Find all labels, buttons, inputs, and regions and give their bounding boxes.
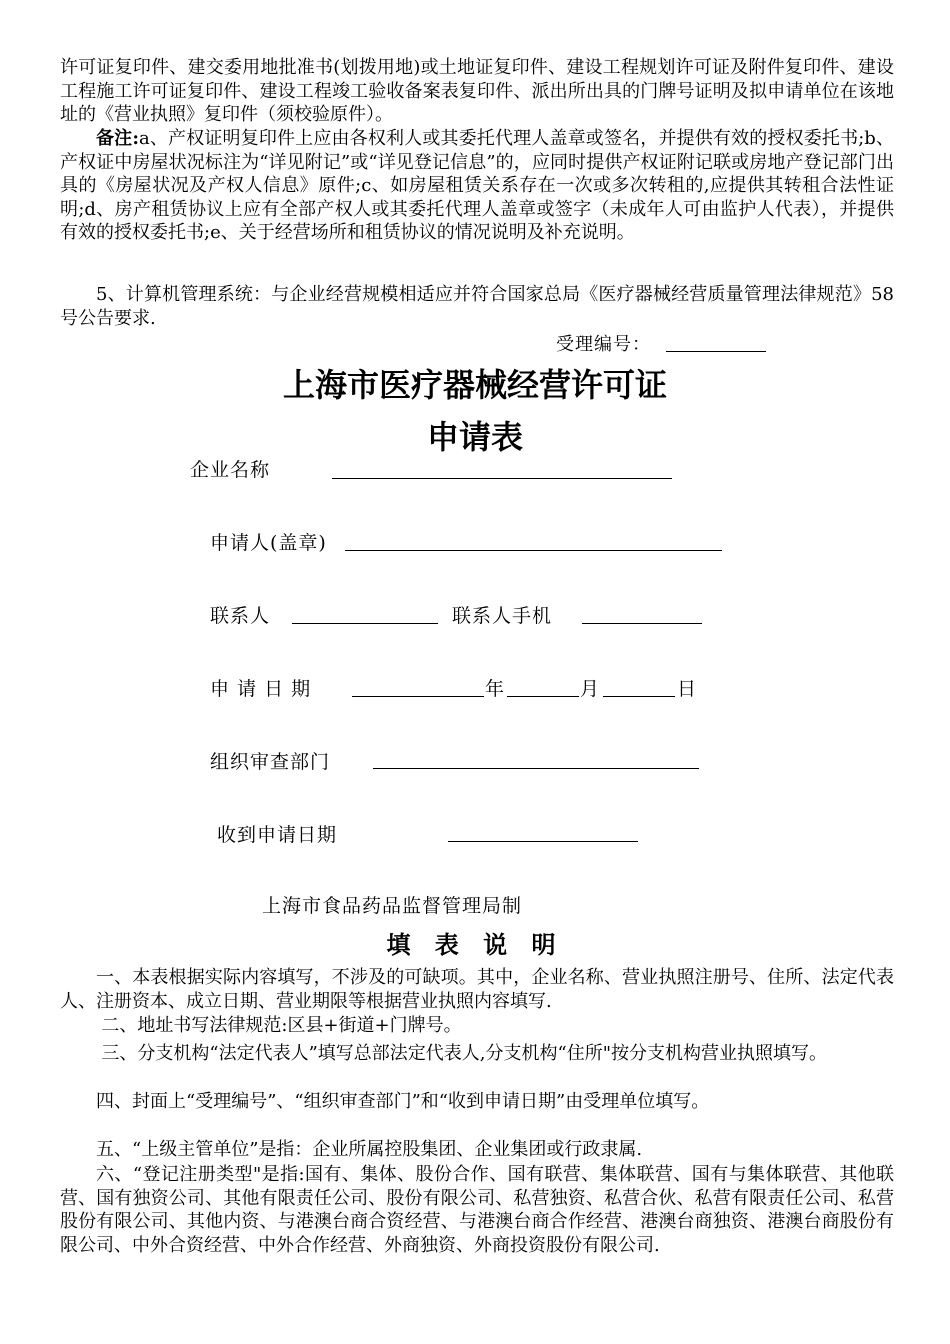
receive-date-field[interactable] — [448, 841, 638, 842]
company-name-field[interactable] — [332, 478, 672, 479]
page-title: 上海市医疗器械经营许可证 — [282, 366, 667, 404]
instruction-item: 一、本表根据实际内容填写，不涉及的可缺项。其中，企业名称、营业执照注册号、住所、法定代表人、注册资本、成立日期、营业期限等根据营业执照内容填写. — [60, 967, 894, 1012]
day-label: 日 — [677, 678, 698, 700]
issuer: 上海市食品药品监督管理局制 — [262, 895, 523, 917]
computer-system-paragraph: 5、计算机管理系统：与企业经营规模相适应并符合国家总局《医疗器械经营质量管理法律规范》58号公告要求. — [60, 284, 894, 329]
note-label: 备注: — [96, 128, 139, 149]
instruction-item: 六、“登记注册类型"是指:国有、集体、股份合作、国有联营、集体联营、国有与集体联营、其他联营、国有独资公司、其他有限责任公司、股份有限公司、私营独资、私营合伙、私营有限责任公司、私营股份有限公司、其他内资、与港澳台商合资经营、与港澳台商合作经营、港澳台商独资、港澳台商股份有限公司、中外合资经营、中外合作经营、外商独资、外商投资股份有限公司. — [60, 1164, 894, 1256]
review-dept-field[interactable] — [373, 768, 699, 769]
apply-date-label: 申 请 日 期 — [210, 678, 312, 700]
requirements-paragraph: 许可证复印件、建交委用地批准书(划拨用地)或土地证复印件、建设工程规划许可证及附件复印件、建设工程施工许可证复印件、建设工程竣工验收备案表复印件、派出所出具的门牌号证明及拟申请单位在该地址的《营业执照》复印件（须校验原件）。 — [60, 57, 894, 125]
acceptance-number-line[interactable] — [666, 351, 766, 352]
instruction-item: 五、“上级主管单位”是指：企业所属控股集团、企业集团或行政隶属. — [96, 1139, 643, 1160]
company-name-label: 企业名称 — [190, 459, 271, 481]
instruction-item: 二、地址书写法律规范:区县+街道+门牌号。 — [101, 1015, 462, 1036]
contact-label: 联系人 — [210, 605, 271, 627]
page-subtitle: 申请表 — [426, 418, 523, 456]
note-text: a、产权证明复印件上应由各权利人或其委托代理人盖章或签名，并提供有效的授权委托书;b、产权证中房屋状况标注为“详见附记”或“详见登记信息”的，应同时提供产权证附记联或房地产登记部门出具的《房屋状况及产权人信息》原件;c、如房屋租赁关系存在一次或多次转租的,应提供其转租合法性证明;d、房产租赁协议上应有全部产权人或其委托代理人盖章或签字（未成年人可由监护人代表），并提供有效的授权委托书;e、关于经营场所和租赁协议的情况说明及补充说明。 — [60, 128, 894, 243]
instruction-item: 三、分支机构“法定代表人”填写总部法定代表人,分支机构“住所"按分支机构营业执照填写。 — [101, 1043, 827, 1064]
instructions-title: 填 表 说 明 — [386, 930, 564, 959]
applicant-label: 申请人(盖章) — [210, 532, 327, 554]
year-label: 年 — [485, 678, 506, 700]
contact-field[interactable] — [292, 623, 438, 624]
receive-date-label: 收到申请日期 — [217, 824, 338, 846]
month-label: 月 — [580, 678, 601, 700]
apply-date-month-field[interactable] — [507, 696, 579, 697]
apply-date-year-field[interactable] — [352, 696, 484, 697]
acceptance-number-label: 受理编号： — [556, 334, 651, 355]
apply-date-day-field[interactable] — [603, 696, 675, 697]
instruction-item: 四、封面上“受理编号”、“组织审查部门”和“收到申请日期”由受理单位填写。 — [96, 1091, 710, 1112]
contact-phone-field[interactable] — [582, 623, 702, 624]
note-paragraph — [60, 127, 894, 245]
applicant-field[interactable] — [345, 550, 722, 551]
review-dept-label: 组织审查部门 — [210, 751, 331, 773]
contact-phone-label: 联系人手机 — [452, 605, 553, 627]
